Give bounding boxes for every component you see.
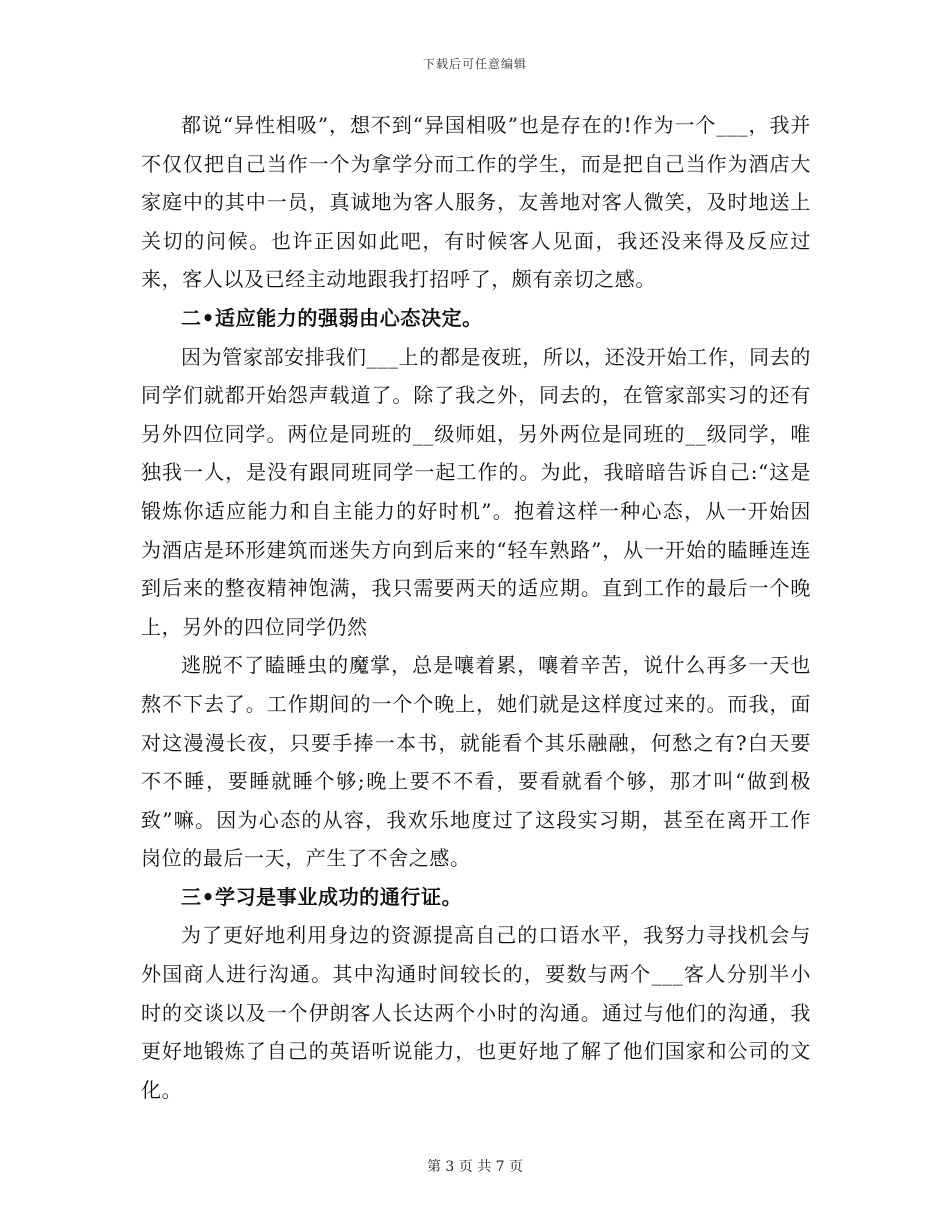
paragraph-hospitality: 都说“异性相吸”，想不到“异国相吸”也是存在的!作为一个___，我并不仅仅把自己当作一个为拿学分而工作的学生，而是把自己当作为酒店大家庭中的其中一员，真诚地为客人服务，友善地对客人微笑，及时地送上关切的问候。也许正因如此吧，有时候客人见面，我还没来得及反应过来，客人以及已经主动地跟我打招呼了，颇有亲切之感。 [141, 113, 811, 292]
paragraph-communication: 为了更好地利用身边的资源提高自己的口语水平，我努力寻找机会与外国商人进行沟通。其中沟通时间较长的，要数与两个___客人分别半小时的交谈以及一个伊朗客人长达两个小时的沟通。通过与他们的沟通，我更好地锻炼了自己的英语听说能力，也更好地了解了他们国家和公司的文化。 [141, 923, 811, 1102]
header-note: 下载后可任意编辑 [422, 57, 527, 71]
page-number: 第 3 页 共 7 页 [426, 1159, 524, 1175]
section-heading-learning: 三•学习是事业成功的通行证。 [181, 884, 463, 909]
paragraph-mindset: 逃脱不了瞌睡虫的魔掌，总是嚷着累，嚷着辛苦，说什么再多一天也熬不下去了。工作期间的一个个晚上，她们就是这样度过来的。而我，面对这漫漫长夜，只要手捧一本书，就能看个其乐融融，何愁之有?白天要不不睡，要睡就睡个够;晚上要不不看，要看就看个够，那才叫“做到极致”嘛。因为心态的从容，我欢乐地度过了这段实习期，甚至在离开工作岗位的最后一天，产生了不舍之感。 [141, 653, 811, 871]
section-heading-adaptability: 二•适应能力的强弱由心态决定。 [181, 305, 483, 330]
document-body [141, 106, 811, 1109]
paragraph-night-shift: 因为管家部安排我们___上的都是夜班，所以，还没开始工作，同去的同学们就都开始怨声载道了。除了我之外，同去的，在管家部实习的还有另外四位同学。两位是同班的__级师姐，另外两位是同班的__级同学，唯独我一人，是没有跟同班同学一起工作的。为此，我暗暗告诉自己:“这是锻炼你适应能力和自主能力的好时机”。抱着这样一种心态，从一开始因为酒店是环形建筑而迷失方向到后来的“轻车熟路”，从一开始的瞌睡连连到后来的整夜精神饱满，我只需要两天的适应期。直到工作的最后一个晚上，另外的四位同学仍然 [141, 344, 811, 639]
